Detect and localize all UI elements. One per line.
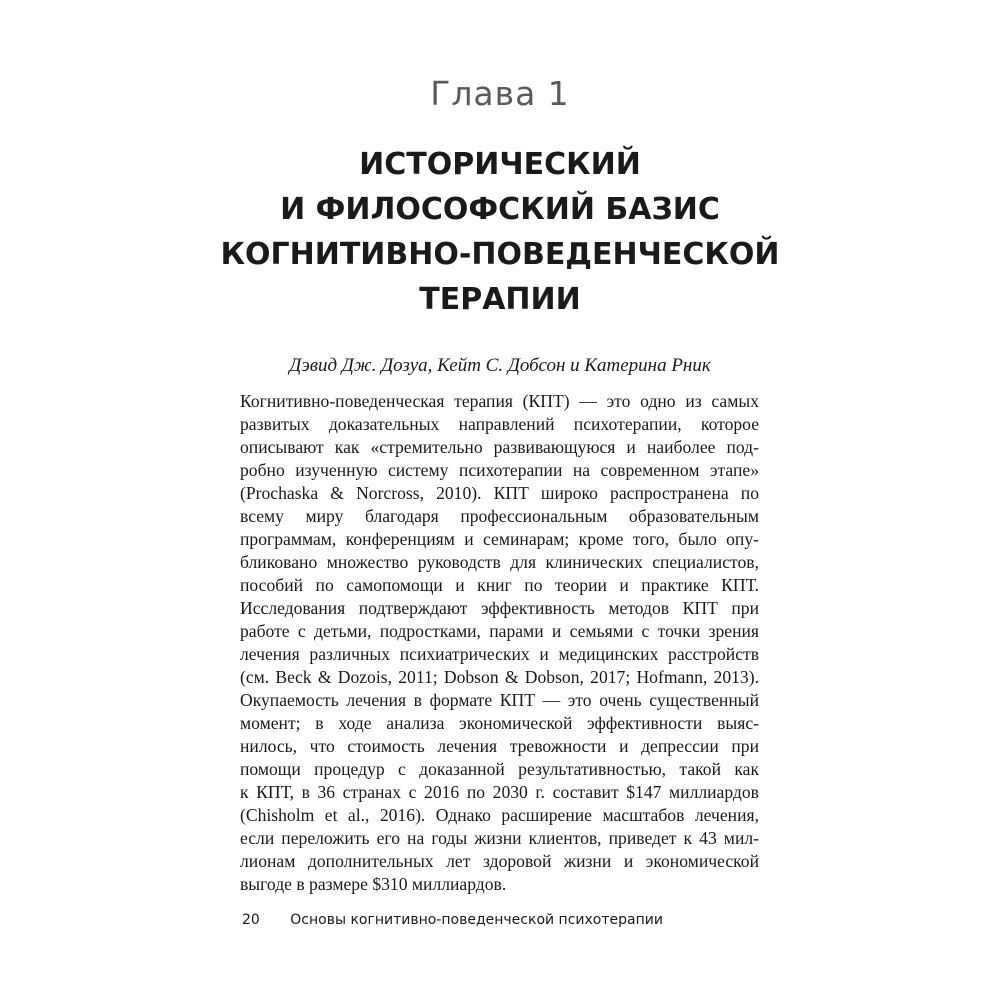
chapter-title-line: ИСТОРИЧЕСКИЙ: [359, 147, 641, 182]
body-line: пособий по самопомощи и книг по теории и практике КПТ.: [240, 575, 759, 595]
body-line: (Prochaska & Norcross, 2010). КПТ широко распространена по: [240, 483, 759, 503]
body-line: к КПТ, в 36 странах с 2016 по 2030 г. составит $147 миллиардов: [240, 782, 759, 802]
body-line: (Chisholm et al., 2016). Однако расширение масштабов лечения,: [240, 805, 759, 825]
body-line: всему миру благодаря профессиональным образовательным: [240, 506, 759, 526]
body-line: робно изученную систему психотерапии на современном этапе»: [240, 460, 759, 480]
body-line: помощи процедур с доказанной результативностью, такой как: [240, 759, 759, 779]
body-line: развитых доказательных направлений психотерапии, которое: [240, 414, 759, 434]
chapter-authors: Дэвид Дж. Дозуа, Кейт С. Добсон и Катерина Рник: [289, 355, 711, 376]
body-line: Окупаемость лечения в формате КПТ — это очень существенный: [240, 690, 759, 710]
body-line: лионам дополнительных лет здоровой жизни и экономической: [240, 851, 759, 871]
body-line: Когнитивно-поведенческая терапия (КПТ) — это одно из самых: [240, 391, 759, 411]
body-line: бликовано множество руководств для клинических специалистов,: [240, 552, 759, 572]
chapter-title-line: И ФИЛОСОФСКИЙ БАЗИС: [280, 192, 720, 227]
page-number: 20: [242, 912, 260, 928]
running-book-title: Основы когнитивно-поведенческой психотерапии: [290, 912, 663, 928]
body-paragraph: [240, 390, 759, 896]
chapter-title-line: КОГНИТИВНО-ПОВЕДЕНЧЕСКОЙ: [220, 237, 780, 272]
running-footer: [242, 912, 663, 928]
chapter-title: [0, 142, 1000, 322]
body-line: нилось, что стоимость лечения тревожности и депрессии при: [240, 736, 759, 756]
body-line: момент; в ходе анализа экономической эффективности выяс-: [240, 713, 759, 733]
body-line: если переложить его на годы жизни клиентов, приведет к 43 мил-: [240, 828, 759, 848]
body-line: выгоде в размере $310 миллиардов.: [240, 874, 507, 894]
body-line: лечения различных психиатрических и медицинских расстройств: [240, 644, 759, 664]
body-line: программам, конференциям и семинарам; кроме того, было опу-: [240, 529, 759, 549]
body-line: Исследования подтверждают эффективность методов КПТ при: [240, 598, 759, 618]
chapter-title-line: ТЕРАПИИ: [419, 282, 581, 317]
body-line: описывают как «стремительно развивающуюся и наиболее под-: [240, 437, 759, 457]
body-line: (см. Beck & Dozois, 2011; Dobson & Dobson, 2017; Hofmann, 2013).: [240, 667, 759, 687]
chapter-label: Глава 1: [430, 74, 570, 113]
body-line: работе с детьми, подростками, парами и семьями с точки зрения: [240, 621, 759, 641]
